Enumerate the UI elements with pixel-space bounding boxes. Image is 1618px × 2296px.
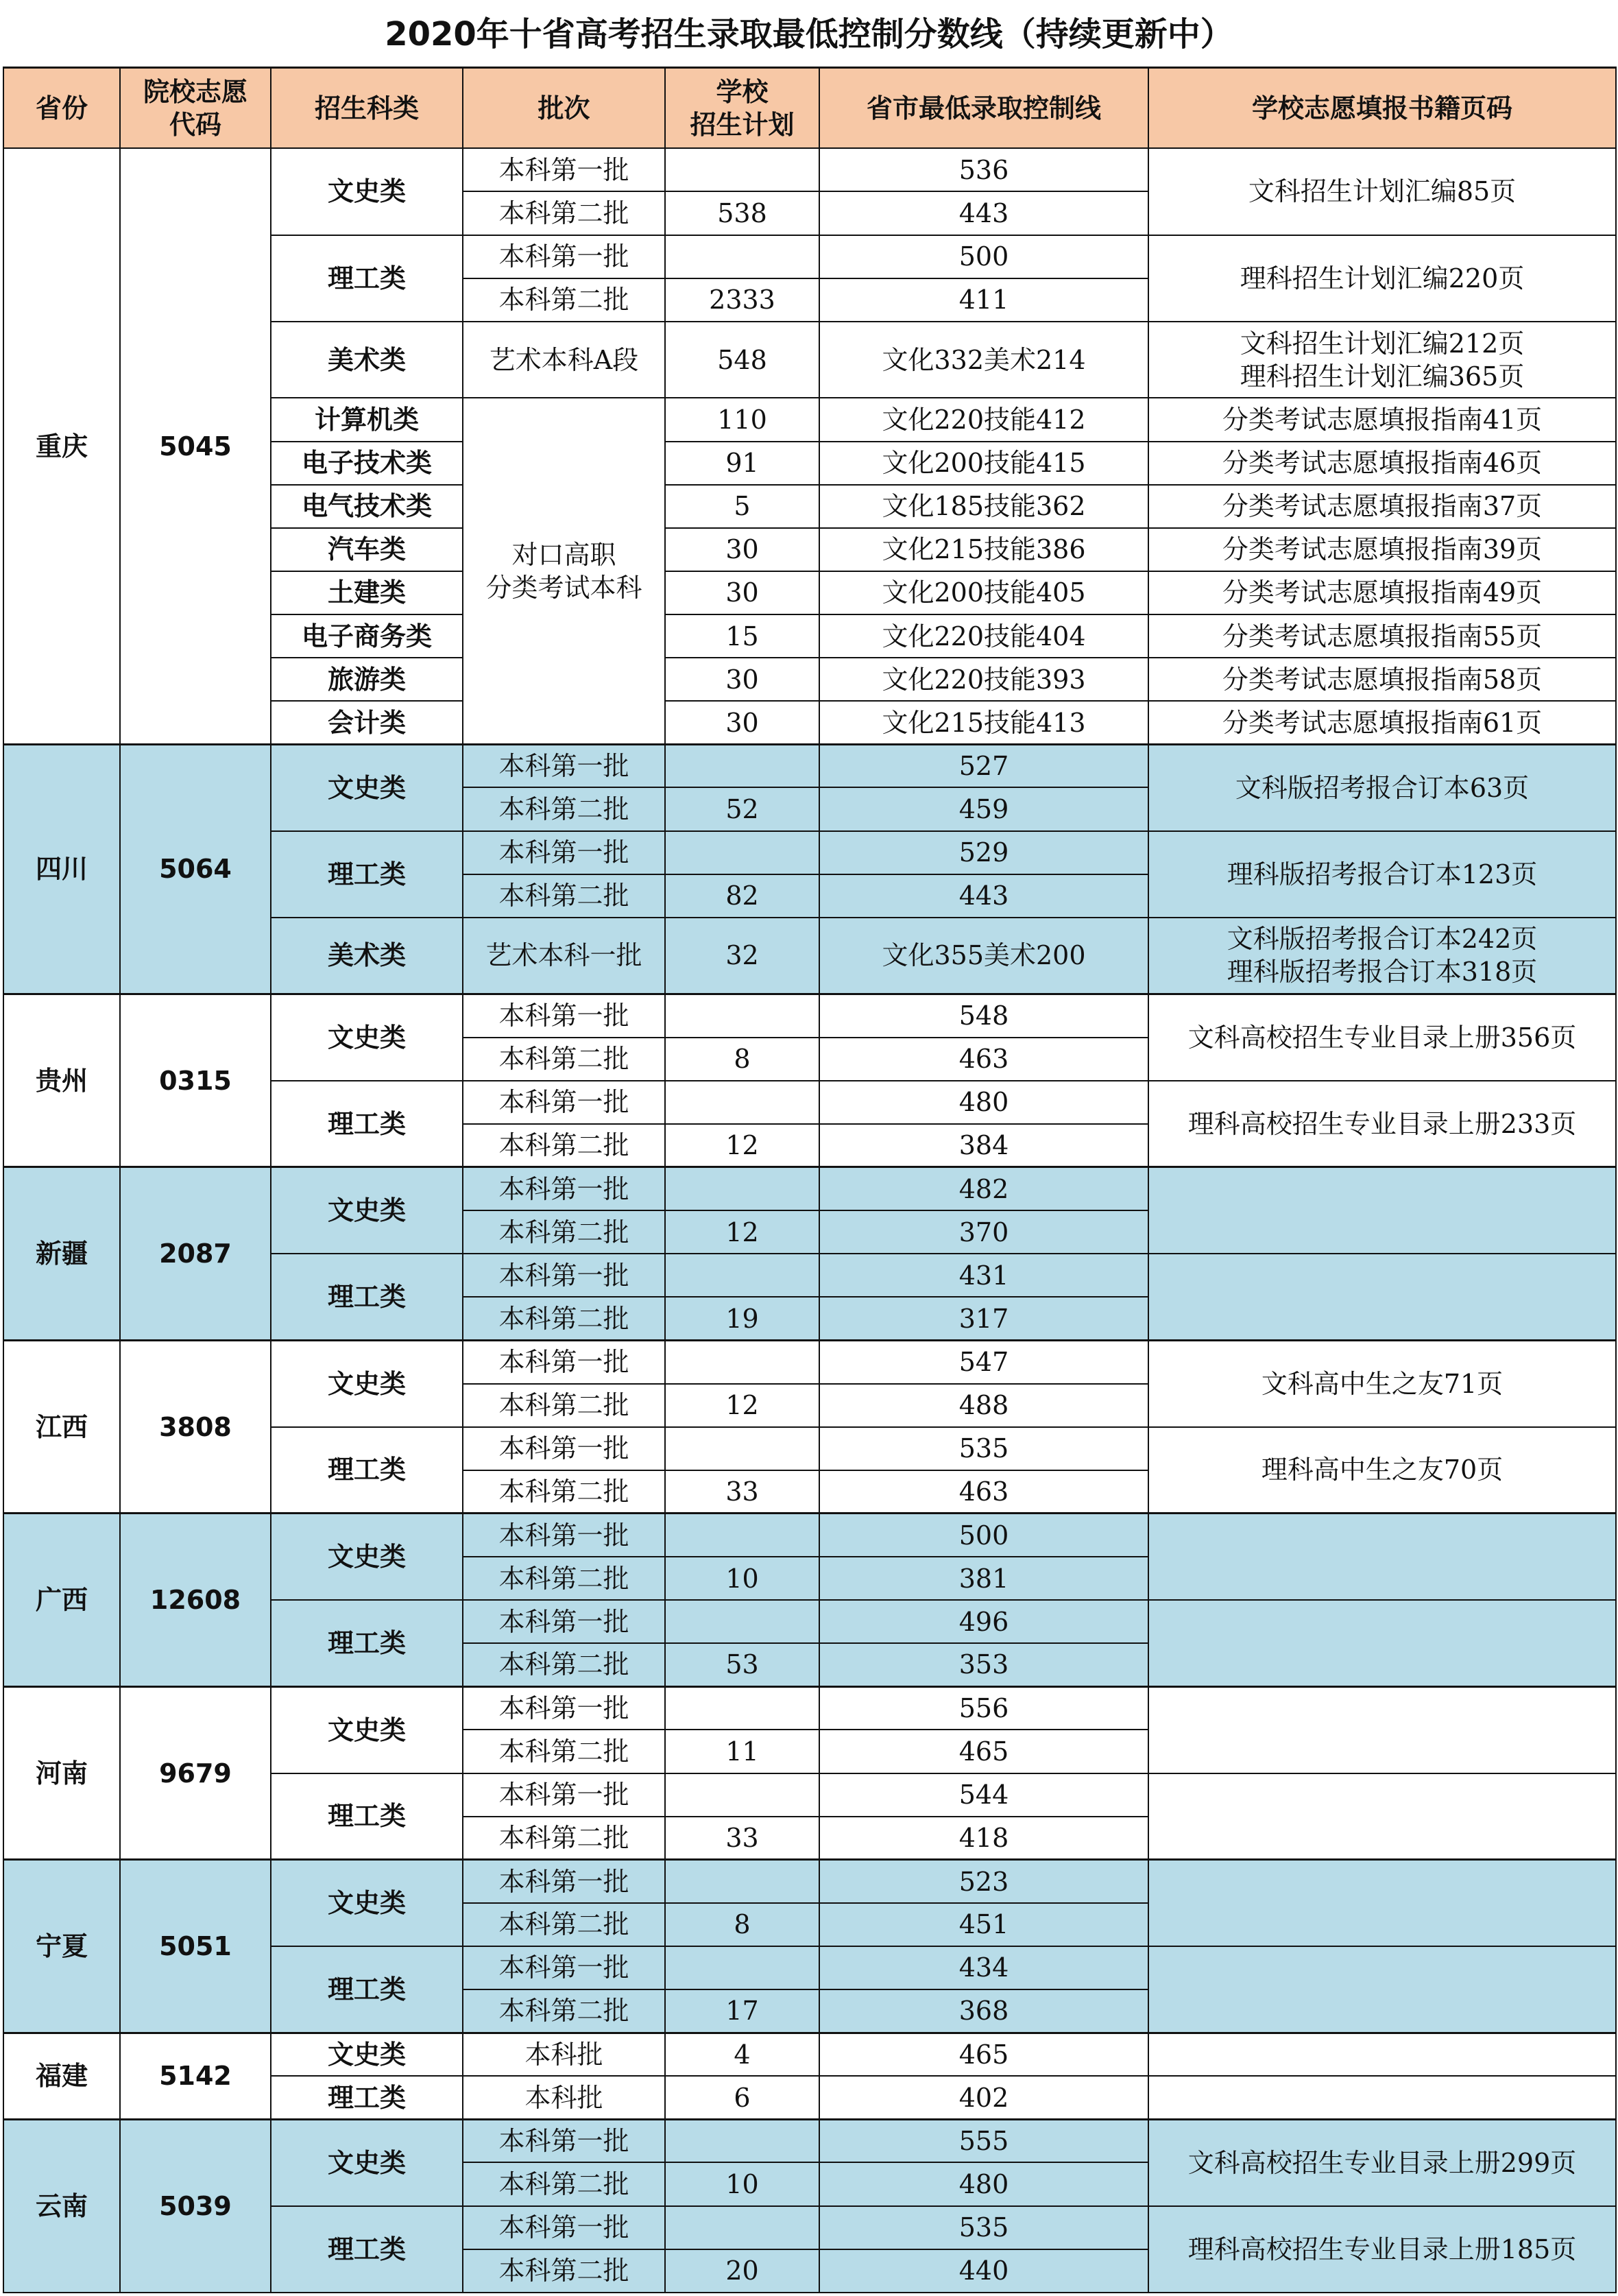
score-line-cell: 555 xyxy=(819,2119,1148,2162)
category-cell: 文史类 xyxy=(271,2119,463,2205)
score-line-cell: 文化200技能405 xyxy=(819,571,1148,614)
book-page-cell xyxy=(1148,1686,1616,1773)
book-page-cell: 分类考试志愿填报指南58页 xyxy=(1148,658,1616,701)
book-page-cell: 文科招生计划汇编85页 xyxy=(1148,148,1616,235)
category-cell: 旅游类 xyxy=(271,658,463,701)
batch-cell: 本科第二批 xyxy=(463,1470,665,1514)
plan-cell xyxy=(665,1686,819,1730)
plan-cell: 2333 xyxy=(665,278,819,322)
school-code-cell: 5064 xyxy=(120,744,271,994)
score-line-cell: 381 xyxy=(819,1557,1148,1600)
batch-cell: 本科第二批 xyxy=(463,1384,665,1427)
category-cell: 理工类 xyxy=(271,1254,463,1340)
plan-cell: 19 xyxy=(665,1297,819,1340)
plan-cell: 8 xyxy=(665,1903,819,1946)
plan-cell: 11 xyxy=(665,1730,819,1773)
plan-cell: 30 xyxy=(665,701,819,744)
score-line-cell: 文化220技能412 xyxy=(819,398,1148,441)
book-page-cell: 文科版招考报合订本242页 理科版招考报合订本318页 xyxy=(1148,918,1616,994)
score-line-cell: 文化185技能362 xyxy=(819,485,1148,528)
score-line-cell: 451 xyxy=(819,1903,1148,1946)
book-page-cell: 理科版招考报合订本123页 xyxy=(1148,831,1616,918)
batch-cell: 本科第二批 xyxy=(463,1038,665,1081)
plan-cell xyxy=(665,148,819,191)
book-page-cell: 理科招生计划汇编220页 xyxy=(1148,235,1616,322)
batch-cell: 本科第一批 xyxy=(463,994,665,1038)
school-code-cell: 2087 xyxy=(120,1167,271,1340)
book-page-cell xyxy=(1148,1946,1616,2033)
province-cell: 重庆 xyxy=(3,148,120,744)
school-code-cell: 5039 xyxy=(120,2119,271,2293)
score-line-cell: 443 xyxy=(819,874,1148,918)
plan-cell: 12 xyxy=(665,1210,819,1254)
plan-cell: 20 xyxy=(665,2249,819,2293)
category-cell: 文史类 xyxy=(271,1686,463,1773)
page-title: 2020年十省高考招生录取最低控制分数线（持续更新中） xyxy=(385,15,1233,53)
batch-cell: 本科第二批 xyxy=(463,1643,665,1686)
plan-cell: 33 xyxy=(665,1470,819,1514)
table-row xyxy=(3,1686,1616,1730)
batch-cell: 本科第二批 xyxy=(463,278,665,322)
score-line-cell: 文化215技能413 xyxy=(819,701,1148,744)
plan-cell: 548 xyxy=(665,322,819,398)
score-line-cell: 317 xyxy=(819,1297,1148,1340)
batch-cell: 本科第一批 xyxy=(463,1860,665,1903)
batch-cell: 本科第二批 xyxy=(463,1903,665,1946)
header-score: 省市最低录取控制线 xyxy=(819,68,1148,149)
score-line-cell: 500 xyxy=(819,1514,1148,1557)
category-cell: 文史类 xyxy=(271,1860,463,1946)
category-cell: 电子技术类 xyxy=(271,442,463,485)
province-cell: 云南 xyxy=(3,2119,120,2293)
category-cell: 汽车类 xyxy=(271,528,463,571)
category-cell: 理工类 xyxy=(271,1600,463,1686)
category-cell: 计算机类 xyxy=(271,398,463,441)
batch-cell: 本科第二批 xyxy=(463,787,665,830)
score-line-cell: 文化220技能404 xyxy=(819,614,1148,658)
plan-cell: 33 xyxy=(665,1817,819,1860)
score-line-cell: 536 xyxy=(819,148,1148,191)
category-cell: 理工类 xyxy=(271,2206,463,2293)
school-code-cell: 5051 xyxy=(120,1860,271,2033)
plan-cell: 4 xyxy=(665,2033,819,2076)
score-line-cell: 556 xyxy=(819,1686,1148,1730)
category-cell: 文史类 xyxy=(271,1340,463,1426)
category-cell: 理工类 xyxy=(271,1081,463,1167)
plan-cell xyxy=(665,1254,819,1297)
plan-cell xyxy=(665,1427,819,1470)
province-cell: 贵州 xyxy=(3,994,120,1167)
book-page-cell: 分类考试志愿填报指南61页 xyxy=(1148,701,1616,744)
plan-cell: 30 xyxy=(665,658,819,701)
table-row xyxy=(3,1340,1616,1383)
plan-cell xyxy=(665,1773,819,1817)
table-row xyxy=(3,148,1616,191)
category-cell: 美术类 xyxy=(271,322,463,398)
batch-cell: 本科第二批 xyxy=(463,1297,665,1340)
score-line-cell: 文化200技能415 xyxy=(819,442,1148,485)
batch-cell: 艺术本科一批 xyxy=(463,918,665,994)
school-code-cell: 12608 xyxy=(120,1514,271,1686)
book-page-cell xyxy=(1148,1860,1616,1946)
score-line-cell: 463 xyxy=(819,1038,1148,1081)
score-line-cell: 496 xyxy=(819,1600,1148,1643)
plan-cell xyxy=(665,1600,819,1643)
batch-cell: 本科第二批 xyxy=(463,1989,665,2033)
batch-cell: 本科第二批 xyxy=(463,2162,665,2205)
province-cell: 福建 xyxy=(3,2033,120,2119)
batch-cell: 本科第一批 xyxy=(463,1686,665,1730)
batch-cell: 本科第二批 xyxy=(463,874,665,918)
plan-cell xyxy=(665,235,819,278)
score-line-cell: 544 xyxy=(819,1773,1148,1817)
score-line-cell: 370 xyxy=(819,1210,1148,1254)
category-cell: 电子商务类 xyxy=(271,614,463,658)
plan-cell xyxy=(665,1514,819,1557)
plan-cell: 110 xyxy=(665,398,819,441)
score-line-cell: 523 xyxy=(819,1860,1148,1903)
plan-cell xyxy=(665,831,819,874)
category-cell: 理工类 xyxy=(271,235,463,322)
score-line-cell: 文化355美术200 xyxy=(819,918,1148,994)
book-page-cell xyxy=(1148,1167,1616,1254)
plan-cell: 17 xyxy=(665,1989,819,2033)
score-line-cell: 535 xyxy=(819,2206,1148,2249)
plan-cell xyxy=(665,1946,819,1989)
batch-cell: 本科第二批 xyxy=(463,1210,665,1254)
score-line-cell: 488 xyxy=(819,1384,1148,1427)
plan-cell xyxy=(665,994,819,1038)
batch-cell: 本科第二批 xyxy=(463,1557,665,1600)
score-line-cell: 文化332美术214 xyxy=(819,322,1148,398)
batch-cell: 本科批 xyxy=(463,2033,665,2076)
book-page-cell: 文科高中生之友71页 xyxy=(1148,1340,1616,1426)
plan-cell: 91 xyxy=(665,442,819,485)
province-cell: 河南 xyxy=(3,1686,120,1859)
plan-cell xyxy=(665,1167,819,1210)
category-cell: 理工类 xyxy=(271,1773,463,1860)
score-line-cell: 465 xyxy=(819,2033,1148,2076)
table-row xyxy=(3,2033,1616,2076)
batch-cell: 本科第二批 xyxy=(463,191,665,235)
province-cell: 宁夏 xyxy=(3,1860,120,2033)
category-cell: 理工类 xyxy=(271,1427,463,1514)
province-cell: 广西 xyxy=(3,1514,120,1686)
batch-cell: 本科第一批 xyxy=(463,1600,665,1643)
batch-cell: 本科第二批 xyxy=(463,1730,665,1773)
batch-cell: 本科第一批 xyxy=(463,148,665,191)
score-line-cell: 482 xyxy=(819,1167,1148,1210)
score-line-cell: 文化220技能393 xyxy=(819,658,1148,701)
batch-cell: 本科批 xyxy=(463,2076,665,2119)
book-page-cell: 理科高中生之友70页 xyxy=(1148,1427,1616,1514)
batch-cell: 本科第一批 xyxy=(463,831,665,874)
batch-cell: 本科第二批 xyxy=(463,2249,665,2293)
book-page-cell: 分类考试志愿填报指南55页 xyxy=(1148,614,1616,658)
plan-cell: 8 xyxy=(665,1038,819,1081)
table-row xyxy=(3,994,1616,1038)
category-cell: 文史类 xyxy=(271,148,463,235)
category-cell: 土建类 xyxy=(271,571,463,614)
plan-cell: 6 xyxy=(665,2076,819,2119)
score-line-cell: 440 xyxy=(819,2249,1148,2293)
province-cell: 新疆 xyxy=(3,1167,120,1340)
score-line-cell: 443 xyxy=(819,191,1148,235)
batch-cell: 本科第一批 xyxy=(463,1081,665,1124)
book-page-cell: 文科高校招生专业目录上册356页 xyxy=(1148,994,1616,1081)
plan-cell xyxy=(665,1860,819,1903)
book-page-cell: 文科招生计划汇编212页 理科招生计划汇编365页 xyxy=(1148,322,1616,398)
category-cell: 理工类 xyxy=(271,2076,463,2119)
plan-cell: 12 xyxy=(665,1384,819,1427)
batch-cell: 本科第一批 xyxy=(463,1254,665,1297)
category-cell: 文史类 xyxy=(271,2033,463,2076)
score-line-cell: 402 xyxy=(819,2076,1148,2119)
plan-cell xyxy=(665,2119,819,2162)
book-page-cell: 文科版招考报合订本63页 xyxy=(1148,744,1616,830)
score-line-cell: 418 xyxy=(819,1817,1148,1860)
book-page-cell: 文科高校招生专业目录上册299页 xyxy=(1148,2119,1616,2205)
category-cell: 文史类 xyxy=(271,744,463,830)
table-row xyxy=(3,744,1616,787)
score-line-cell: 431 xyxy=(819,1254,1148,1297)
header-province: 省份 xyxy=(3,68,120,149)
plan-cell xyxy=(665,744,819,787)
batch-cell: 本科第一批 xyxy=(463,1773,665,1817)
book-page-cell xyxy=(1148,1600,1616,1686)
plan-cell: 5 xyxy=(665,485,819,528)
table-row xyxy=(3,1514,1616,1557)
batch-cell: 本科第一批 xyxy=(463,1427,665,1470)
school-code-cell: 5045 xyxy=(120,148,271,744)
header-category: 招生科类 xyxy=(271,68,463,149)
header-book: 学校志愿填报书籍页码 xyxy=(1148,68,1616,149)
school-code-cell: 5142 xyxy=(120,2033,271,2119)
batch-cell: 本科第一批 xyxy=(463,1946,665,1989)
batch-cell: 艺术本科A段 xyxy=(463,322,665,398)
score-line-cell: 527 xyxy=(819,744,1148,787)
plan-cell: 82 xyxy=(665,874,819,918)
category-cell: 理工类 xyxy=(271,1946,463,2033)
score-line-cell: 353 xyxy=(819,1643,1148,1686)
batch-cell: 本科第一批 xyxy=(463,1514,665,1557)
batch-cell: 对口高职 分类考试本科 xyxy=(463,398,665,744)
header-row xyxy=(3,68,1616,149)
category-cell: 文史类 xyxy=(271,994,463,1081)
plan-cell: 10 xyxy=(665,2162,819,2205)
school-code-cell: 0315 xyxy=(120,994,271,1167)
score-line-cell: 463 xyxy=(819,1470,1148,1514)
score-line-cell: 535 xyxy=(819,1427,1148,1470)
plan-cell xyxy=(665,1340,819,1383)
batch-cell: 本科第一批 xyxy=(463,744,665,787)
plan-cell: 30 xyxy=(665,571,819,614)
score-line-cell: 465 xyxy=(819,1730,1148,1773)
plan-cell: 12 xyxy=(665,1124,819,1167)
batch-cell: 本科第一批 xyxy=(463,1340,665,1383)
batch-cell: 本科第一批 xyxy=(463,1167,665,1210)
category-cell: 电气技术类 xyxy=(271,485,463,528)
school-code-cell: 9679 xyxy=(120,1686,271,1859)
score-line-cell: 368 xyxy=(819,1989,1148,2033)
province-cell: 江西 xyxy=(3,1340,120,1513)
score-line-cell: 434 xyxy=(819,1946,1148,1989)
book-page-cell: 分类考试志愿填报指南37页 xyxy=(1148,485,1616,528)
plan-cell: 53 xyxy=(665,1643,819,1686)
score-line-cell: 480 xyxy=(819,1081,1148,1124)
score-line-cell: 384 xyxy=(819,1124,1148,1167)
batch-cell: 本科第一批 xyxy=(463,2119,665,2162)
header-code: 院校志愿 代码 xyxy=(120,68,271,149)
category-cell: 文史类 xyxy=(271,1514,463,1600)
book-page-cell: 分类考试志愿填报指南49页 xyxy=(1148,571,1616,614)
admission-score-table xyxy=(3,67,1617,2293)
plan-cell: 15 xyxy=(665,614,819,658)
score-line-cell: 480 xyxy=(819,2162,1148,2205)
category-cell: 文史类 xyxy=(271,1167,463,1254)
plan-cell: 538 xyxy=(665,191,819,235)
province-cell: 四川 xyxy=(3,744,120,994)
plan-cell: 52 xyxy=(665,787,819,830)
score-line-cell: 411 xyxy=(819,278,1148,322)
table-row xyxy=(3,2119,1616,2162)
batch-cell: 本科第一批 xyxy=(463,2206,665,2249)
book-page-cell xyxy=(1148,2076,1616,2119)
book-page-cell: 理科高校招生专业目录上册233页 xyxy=(1148,1081,1616,1167)
plan-cell: 30 xyxy=(665,528,819,571)
header-plan: 学校 招生计划 xyxy=(665,68,819,149)
table-row xyxy=(3,1167,1616,1210)
book-page-cell xyxy=(1148,1514,1616,1600)
batch-cell: 本科第一批 xyxy=(463,235,665,278)
table-row xyxy=(3,1860,1616,1903)
score-line-cell: 459 xyxy=(819,787,1148,830)
category-cell: 理工类 xyxy=(271,831,463,918)
score-line-cell: 500 xyxy=(819,235,1148,278)
plan-cell xyxy=(665,2206,819,2249)
book-page-cell xyxy=(1148,2033,1616,2076)
batch-cell: 本科第二批 xyxy=(463,1124,665,1167)
school-code-cell: 3808 xyxy=(120,1340,271,1513)
score-line-cell: 548 xyxy=(819,994,1148,1038)
category-cell: 会计类 xyxy=(271,701,463,744)
score-line-cell: 文化215技能386 xyxy=(819,528,1148,571)
batch-cell: 本科第二批 xyxy=(463,1817,665,1860)
plan-cell: 10 xyxy=(665,1557,819,1600)
book-page-cell: 分类考试志愿填报指南39页 xyxy=(1148,528,1616,571)
score-line-cell: 529 xyxy=(819,831,1148,874)
category-cell: 美术类 xyxy=(271,918,463,994)
book-page-cell xyxy=(1148,1254,1616,1340)
score-line-cell: 547 xyxy=(819,1340,1148,1383)
book-page-cell: 分类考试志愿填报指南41页 xyxy=(1148,398,1616,441)
header-batch: 批次 xyxy=(463,68,665,149)
book-page-cell: 分类考试志愿填报指南46页 xyxy=(1148,442,1616,485)
book-page-cell: 理科高校招生专业目录上册185页 xyxy=(1148,2206,1616,2293)
book-page-cell xyxy=(1148,1773,1616,1860)
plan-cell: 32 xyxy=(665,918,819,994)
plan-cell xyxy=(665,1081,819,1124)
